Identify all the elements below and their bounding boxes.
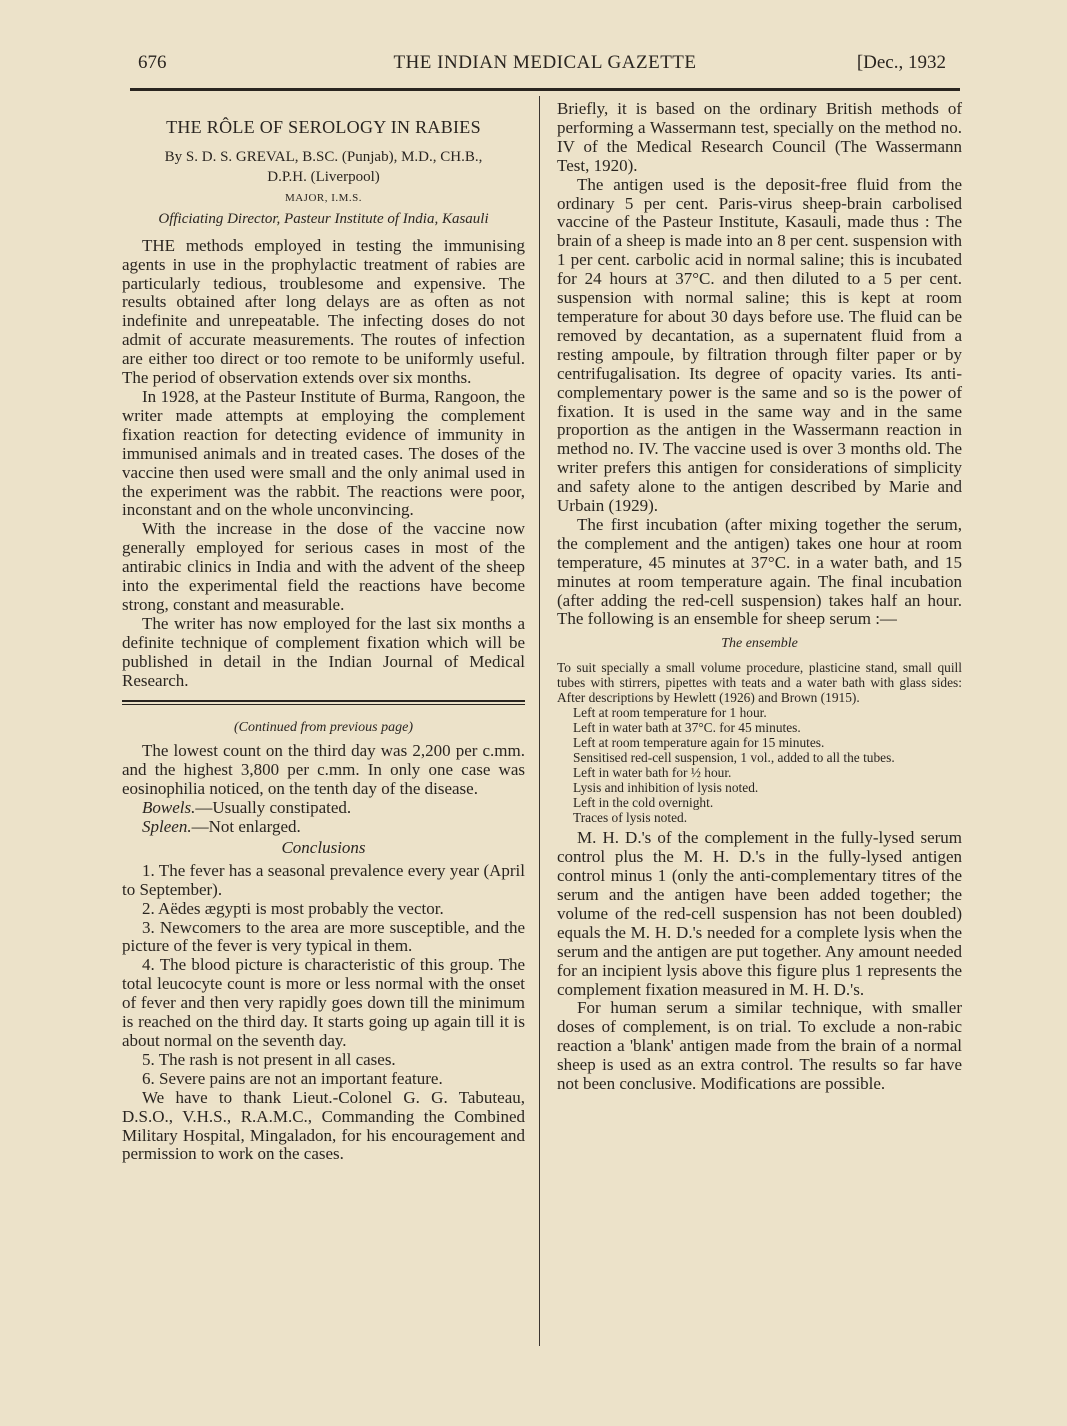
- article-paragraph-3: With the increase in the dose of the vaccine now generally employed for serious cases in most of the antirabic clinics in India and with the advent of the sheep into the experimental field the reactions have become strong, constant and measurable.: [122, 519, 525, 614]
- conclusion-1: 1. The fever has a seasonal prevalence every year (April to September).: [122, 860, 525, 899]
- ensemble-step-2: Left in water bath at 37°C. for 45 minutes.: [573, 720, 801, 736]
- conclusion-3: 3. Newcomers to the area are more susceptible, and the picture of the fever is very typical in them.: [122, 917, 525, 956]
- right-paragraph-1: Briefly, it is based on the ordinary British methods of performing a Wassermann test, specially on the method no. IV of the Medical Research Council (The Wassermann Test, 1920).: [557, 99, 962, 175]
- article-paragraph-1: THE methods employed in testing the immunising agents in use in the prophylactic treatment of rabies are particularly tedious, troublesome and expensive. The results obtained after long delays are as often as not indefinite and unrepeatable. The infecting doses do not admit of accurate measurements. The routes of infection are either too direct or too remote to be uniformly useful. The period of observation extends over six months.: [122, 235, 525, 388]
- left-column: [122, 102, 525, 1164]
- ensemble-step-4: Sensitised red-cell suspension, 1 vol., added to all the tubes.: [573, 750, 895, 766]
- column-divider: [539, 96, 540, 1346]
- bowels-line: [122, 799, 525, 818]
- ensemble-step-8: Traces of lysis noted.: [573, 810, 688, 826]
- bowels-text: —Usually constipated.: [195, 798, 352, 818]
- header-rule: [130, 88, 960, 91]
- issue-date: [Dec., 1932: [856, 52, 946, 73]
- right-paragraph-2: The antigen used is the deposit-free fluid from the ordinary 5 per cent. Paris-virus sheep-brain carbolised vaccine of the Pasteur Institute, Kasauli, made thus : The brain of a sheep is made into an 8 per cent. suspension with 1 per cent. carbolic acid in normal saline; this is incubated for 24 hours at 37°C. and then diluted to a 5 per cent. suspension with normal saline; this is kept at room temperature for about 30 days before use. The fluid can be removed by decantation, as a supernatent fluid from a resting ampoule, by filtration through filter paper or by centrifugalisation. Its degree of opacity varies. Its anti-complementary power is the same and so is the power of fixation. It is used in the same way and in the same proportion as the antigen in the Wassermann reaction in method no. IV. The vaccine used is over 3 months old. The writer prefers this antigen for considerations of simplicity and safety alone to the antigen described by Marie and Urbain (1929).: [557, 174, 962, 516]
- conclusion-4: 4. The blood picture is characteristic of this group. The total leucocyte count is more or less normal with the onset of fever and then very rapidly goes down till the minimum is reached on the third day. It starts going up again till it is about normal on the seventh day.: [122, 955, 525, 1050]
- spleen-line: [122, 818, 525, 837]
- spleen-label: Spleen.: [142, 817, 192, 836]
- article-paragraph-4: The writer has now employed for the last six months a definite technique of complement fixation which will be published in detail in the Indian Journal of Medical Research.: [122, 613, 525, 690]
- journal-title: THE INDIAN MEDICAL GAZETTE: [393, 52, 697, 73]
- right-paragraph-4: M. H. D.'s of the complement in the fully-lysed serum control plus the M. H. D.'s in the fully-lysed antigen control minus 1 (only the anti-complementary titres of the serum and the antigen have been added together; the volume of the red-cell suspension has not been doubled) equals the M. H. D.'s needed for a complete lysis when the serum and the antigen are put together. Any amount needed for an incipient lysis above this figure plus 1 represents the complement fixation measured in M. H. D.'s.: [557, 828, 962, 999]
- page-number: 676: [138, 52, 167, 73]
- byline-line-2: D.P.H. (Liverpool): [267, 168, 380, 185]
- spleen-text: —Not enlarged.: [191, 817, 301, 836]
- conclusion-2: 2. Aëdes ægypti is most probably the vector.: [142, 898, 444, 918]
- ensemble-step-1: Left at room temperature for 1 hour.: [573, 705, 767, 721]
- right-paragraph-3: The first incubation (after mixing together the serum, the complement and the antigen) takes one hour at room temperature, 45 minutes at 37°C. in a water bath, and 15 minutes at room temperature again. The final incubation (after adding the red-cell suspension) takes half an hour. The following is an ensemble for sheep serum :—: [557, 514, 962, 629]
- bowels-label: Bowels.: [142, 798, 196, 818]
- conclusion-5: 5. The rash is not present in all cases.: [142, 1049, 396, 1069]
- right-paragraph-5: For human serum a similar technique, with smaller doses of complement, is on trial. To exclude a non-rabic reaction a 'blank' antigen made from the brain of a normal sheep is used as an extra control. The results so far have not been conclusive. Modifications are possible.: [557, 998, 962, 1094]
- ensemble-block: [557, 660, 962, 825]
- section-separator: [122, 700, 525, 705]
- continued-note: (Continued from previous page): [234, 720, 413, 736]
- running-header: [130, 50, 960, 90]
- author-rank: MAJOR, I.M.S.: [284, 191, 363, 204]
- article-paragraph-2: In 1928, at the Pasteur Institute of Burma, Rangoon, the writer made attempts at employing the complement fixation reaction for detecting evidence of immunity in immunised animals and in treated cases. The doses of the vaccine then used were small and the only animal used in the experiment was the rabbit. The reactions were poor, inconstant and on the whole unconvincing.: [122, 386, 525, 520]
- right-column: [557, 100, 962, 1094]
- ensemble-heading: The ensemble: [721, 636, 798, 652]
- ensemble-step-5: Left in water bath for ½ hour.: [573, 765, 732, 781]
- acknowledgement: We have to thank Lieut.-Colonel G. G. Tabuteau, D.S.O., V.H.S., R.A.M.C., Commanding the Combined Military Hospital, Mingaladon, for his encouragement and permission to work on the cases.: [122, 1087, 525, 1164]
- ensemble-intro: To suit specially a small volume procedure, plasticine stand, small quill tubes with stirrers, pipettes with teats and a water bath with glass sides: After descriptions by Hewlett (1926) and Brown (1915).: [557, 660, 962, 706]
- continued-paragraph-1: The lowest count on the third day was 2,200 per c.mm. and the highest 3,800 per c.mm. In only one case was eosinophilia noticed, on the tenth day of the disease.: [122, 741, 525, 799]
- article-title: THE RÔLE OF SEROLOGY IN RABIES: [166, 117, 481, 137]
- author-affiliation: Officiating Director, Pasteur Institute of India, Kasauli: [158, 210, 489, 227]
- ensemble-step-6: Lysis and inhibition of lysis noted.: [573, 780, 759, 796]
- conclusion-6: 6. Severe pains are not an important feature.: [142, 1068, 443, 1088]
- conclusions-heading: Conclusions: [281, 837, 366, 857]
- ensemble-step-7: Left in the cold overnight.: [573, 795, 714, 811]
- ensemble-step-3: Left at room temperature again for 15 minutes.: [573, 735, 825, 751]
- byline-line-1: By S. D. S. GREVAL, B.SC. (Punjab), M.D., CH.B.,: [164, 148, 483, 165]
